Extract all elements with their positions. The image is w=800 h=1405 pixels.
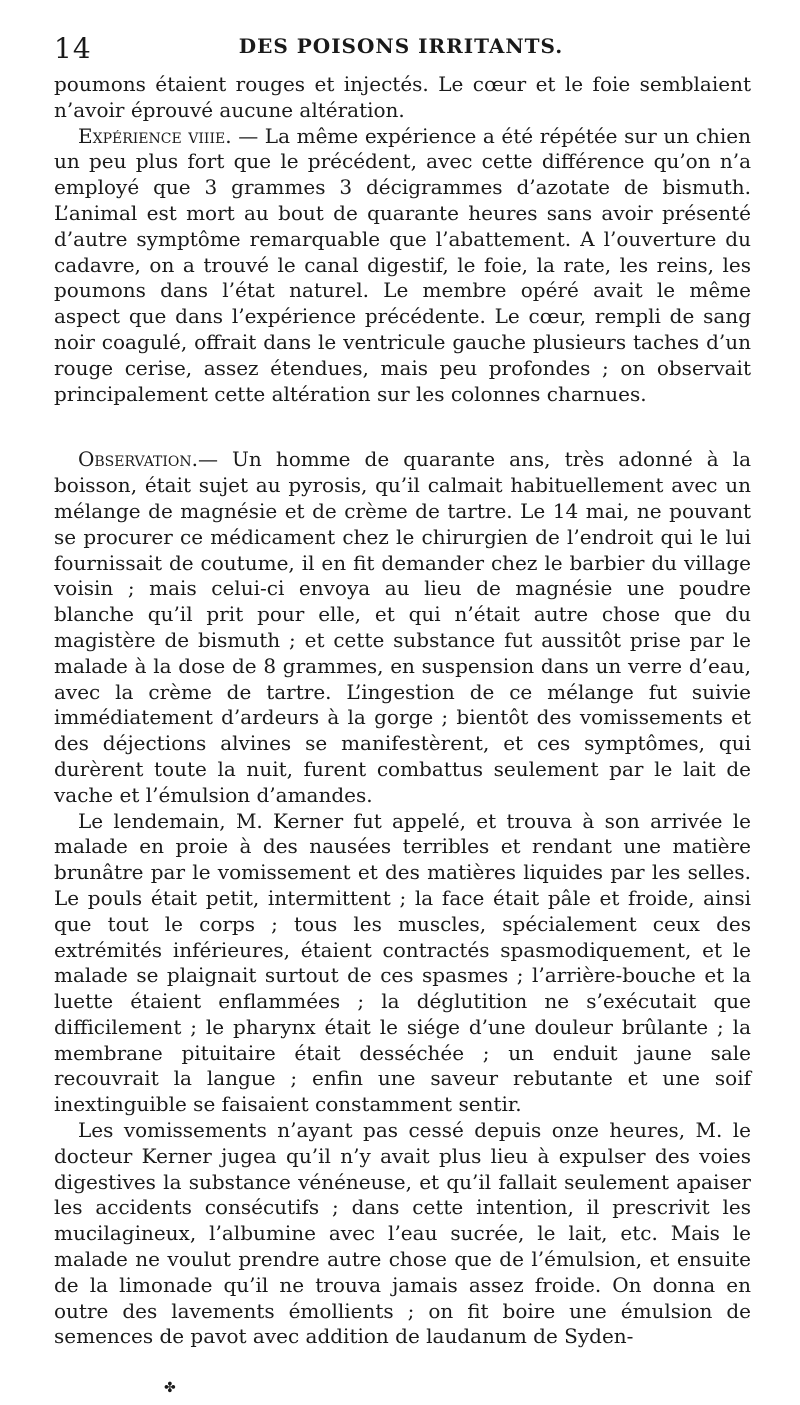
paragraph-treatment bbox=[54, 1118, 751, 1350]
running-title: DES POISONS IRRITANTS. bbox=[238, 34, 564, 58]
section-lead: Expérience viiie. bbox=[78, 123, 232, 148]
printer-mark: ✤ bbox=[164, 1380, 176, 1396]
running-header bbox=[54, 26, 748, 66]
page-number: 14 bbox=[54, 32, 92, 65]
paragraph-text: — La même expérience a été répétée sur un chien un peu plus fort que le précédent, avec cette différence qu’on n’a employé que 3 grammes 3 décigrammes d’azotate de bismuth. L’animal est mort au bout de quarante heures sans avoir présenté d’autre symptôme remarquable que l’abattement. A l’ouverture du cadavre, on a trouvé le canal digestif, le foie, la rate, les reins, les poumons dans l’état naturel. Le membre opéré avait le même aspect que dans l’expérience précédente. Le cœur, rempli de sang noir coagulé, offrait dans le ventricule gauche plusieurs taches d’un rouge cerise, assez étendues, mais peu profondes ; on observait principalement cette altération sur les colonnes charnues. bbox=[54, 123, 751, 406]
paragraph-text: — Un homme de quarante ans, très adonné à la boisson, était sujet au pyrosis, qu’il calmait habituellement avec un mélange de magnésie et de crème de tartre. Le 14 mai, ne pouvant se procurer ce médicament chez le chirurgien de l’endroit qui le lui fournissait de coutume, il en fit demander chez le barbier du village voisin ; mais celui-ci envoya au lieu de magnésie une poudre blanche qu’il prit pour elle, et qui n’était autre chose que du magistère de bismuth ; et cette substance fut aussitôt prise par le malade à la dose de 8 grammes, en suspension dans un verre d’eau, avec la crème de tartre. L’ingestion de ce mélange fut suivie immédiatement d’ardeurs à la gorge ; bientôt des vomissements et des déjections alvines se manifestèrent, et ces symptômes, qui durèrent toute la nuit, furent combattus seulement par le lait de vache et l’émulsion d’amandes. bbox=[54, 447, 751, 807]
paragraph-text: poumons étaient rouges et injectés. Le cœur et le foie semblaient n’avoir éprouvé aucune altération. bbox=[54, 72, 751, 122]
paragraph-experiment-8 bbox=[54, 124, 751, 408]
paragraph-continuation bbox=[54, 72, 751, 124]
section-lead: Observation. bbox=[78, 447, 198, 472]
paragraph-observation bbox=[54, 447, 751, 808]
body-text bbox=[54, 72, 751, 1350]
paragraph-text: Les vomissements n’ayant pas cessé depuis onze heures, M. le docteur Kerner jugea qu’il n’y avait plus lieu à expulser des voies digestives la substance vénéneuse, et qu’il fallait seulement apaiser les accidents consécutifs ; dans cette intention, il prescrivit les mucilagineux, l’albumine avec l’eau sucrée, le lait, etc. Mais le malade ne voulut prendre autre chose que de l’émulsion, et ensuite de la limonade qu’il ne trouva jamais assez froide. On donna en outre des lavements émollients ; on fit boire une émulsion de semences de pavot avec addition de laudanum de Syden- bbox=[54, 1118, 751, 1349]
paragraph-text: Le lendemain, M. Kerner fut appelé, et trouva à son arrivée le malade en proie à des nausées terribles et rendant une matière brunâtre par le vomissement et des matières liquides par les selles. Le pouls était petit, intermittent ; la face était pâle et froide, ainsi que tout le corps ; tous les muscles, spécialement ceux des extrémités inférieures, étaient contractés spasmodiquement, et le malade se plaignait surtout de ces spasmes ; l’arrière-bouche et la luette étaient enflammées ; la déglutition ne s’exécutait que difficilement ; le pharynx était le siége d’une douleur brûlante ; la membrane pituitaire était desséchée ; un enduit jaune sale recouvrait la langue ; enfin une saveur rebutante et une soif inextinguible se faisaient constamment sentir. bbox=[54, 808, 751, 1117]
paragraph-next-day bbox=[54, 809, 751, 1119]
